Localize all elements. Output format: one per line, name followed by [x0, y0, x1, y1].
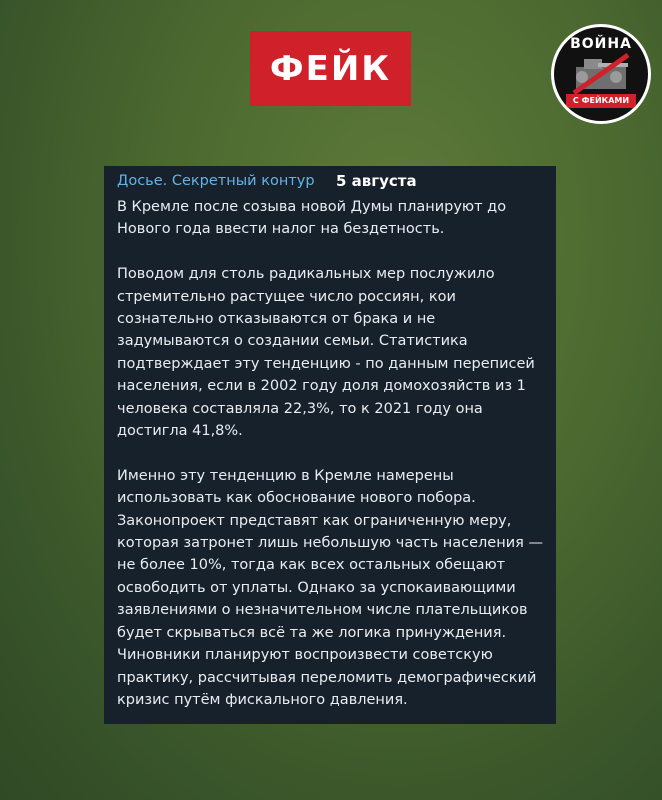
channel-name-link[interactable]: Досье. Секретный контур [117, 173, 315, 189]
telegram-post-card [104, 166, 556, 724]
post-paragraph-1: В Кремле после созыва новой Думы планируют до Нового года ввести налог на бездетность. [117, 199, 507, 238]
fake-label-text: ФЕЙК [269, 48, 392, 89]
post-header [117, 170, 544, 196]
logo-bottom-text: С ФЕЙКАМИ [566, 94, 636, 108]
fake-label-banner [250, 31, 411, 106]
war-with-fakes-logo [551, 24, 651, 124]
logo-top-text: ВОЙНА [570, 36, 632, 52]
post-paragraph-3: Именно эту тенденцию в Кремле намерены использовать как обоснование нового побора. Законопроект представят как ограниченную меру, которая затронет лишь небольшую часть населения — не более 10%, тогда как всех остальных обещают освободить от уплаты. Однако за успокаивающими заявлениями о незначительном числе плательщиков будет скрываться всё та же логика принуждения. Чиновники планируют воспроизвести советскую практику, рассчитывая переломить демографический кризис путём фискального давления. [117, 467, 543, 708]
post-date: 5 августа [336, 172, 417, 190]
post-paragraph-2: Поводом для столь радикальных мер послужило стремительно растущее число россиян, кои сознательно отказываются от брака и не задумываются о создании семьи. Статистика подтверждает эту тенденцию - по данным переписей населения, если в 2002 году доля домохозяйств из 1 человека составляла 22,3%, то к 2021 году она достигла 41,8%. [117, 266, 535, 440]
